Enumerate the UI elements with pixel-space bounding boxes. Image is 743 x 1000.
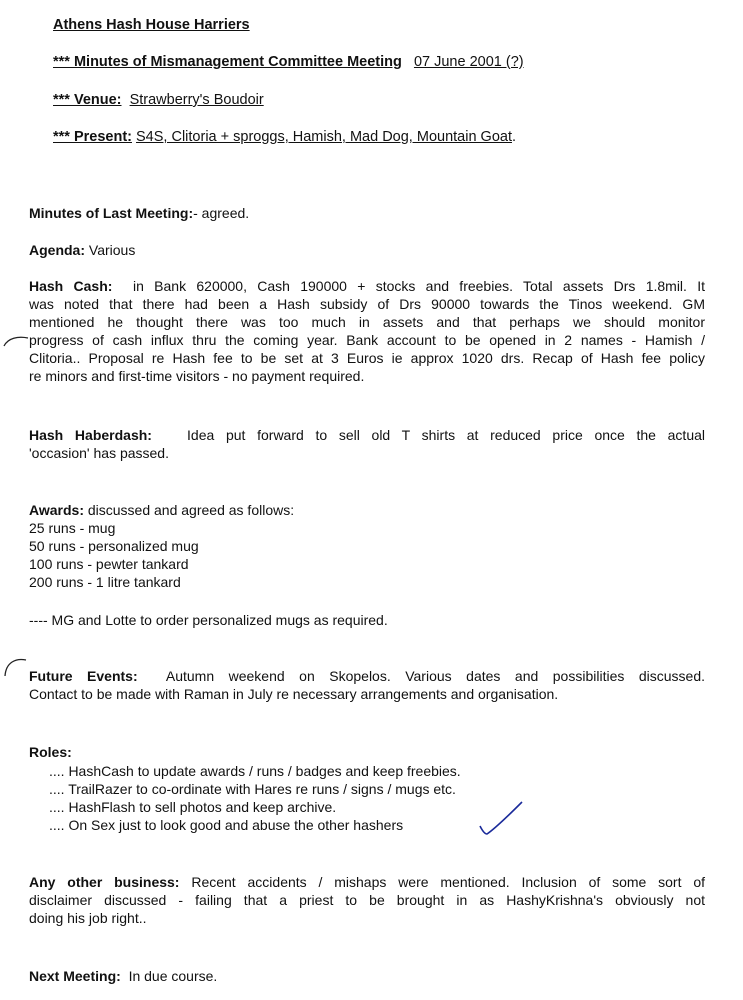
role-item: .... On Sex just to look good and abuse the other hashers — [49, 817, 404, 833]
role-item: .... HashCash to update awards / runs / badges and keep freebies. — [49, 763, 461, 779]
award-item: 100 runs - pewter tankard — [29, 556, 189, 572]
award-item: 50 runs - personalized mug — [29, 538, 199, 554]
present-value: S4S, Clitoria + sproggs, Hamish, Mad Dog, Mountain Goat — [136, 129, 512, 145]
minutes-last-meeting: Minutes of Last Meeting:- agreed. — [29, 205, 250, 221]
hash-cash-line: mentioned he thought there was too much in assets and that perhaps we should monitor — [29, 314, 705, 330]
hash-cash-line: Hash Cash: in Bank 620000, Cash 190000 + stocks and freebies. Total assets Drs 1.8mil. It — [29, 278, 705, 294]
venue-line: *** Venue: Strawberry's Boudoir — [53, 92, 264, 108]
next-meeting: Next Meeting: In due course. — [29, 968, 218, 984]
margin-bracket-mark — [0, 334, 30, 356]
check-mark — [476, 798, 526, 838]
document-title: Athens Hash House Harriers — [53, 17, 250, 33]
margin-bracket-mark — [0, 656, 30, 682]
hash-cash-line: progress of cash influx thru the coming year. Bank account to be opened in 2 names - Hamish / — [29, 332, 705, 348]
role-item: .... HashFlash to sell photos and keep archive. — [49, 799, 337, 815]
agenda: Agenda: Various — [29, 242, 136, 258]
roles-heading: Roles: — [29, 744, 72, 760]
aob-section: Any other business: Recent accidents / mishaps were mentioned. Inclusion of some sort of disclaimer discussed - failing that a priest to be brought in as HashyKrishna's obviously not doing his job right.. — [29, 874, 705, 926]
haberdash-section: Hash Haberdash: Idea put forward to sell old T shirts at reduced price once the actual 'occasion' has passed. — [29, 427, 705, 461]
hash-cash-line: re minors and first-time visitors - no payment required. — [29, 368, 365, 384]
future-events-section: Future Events: Autumn weekend on Skopelos. Various dates and possibilities discussed. Contact to be made with Raman in July re necessary arrangements and organisation. — [29, 668, 706, 702]
award-item: 200 runs - 1 litre tankard — [29, 574, 181, 590]
hash-cash-line: Clitoria.. Proposal re Hash fee to be set at 3 Euros ie approx 1020 drs. Recap of Hash fee policy — [29, 350, 705, 366]
hash-cash-line: was noted that there had been a Hash subsidy of Drs 90000 towards the Tinos weekend. GM — [29, 296, 705, 312]
awards-section: Awards: discussed and agreed as follows: 25 runs - mug 50 runs - personalized mug 100 runs - pewter tankard 200 runs - 1 litre tankard — [29, 501, 705, 591]
meeting-date: 07 June 2001 (?) — [413, 54, 524, 70]
roles-list — [49, 762, 461, 834]
role-item: .... TrailRazer to co-ordinate with Hares re runs / signs / mugs etc. — [49, 781, 456, 797]
awards-note: ---- MG and Lotte to order personalized mugs as required. — [29, 612, 388, 628]
minutes-heading: *** Minutes of Mismanagement Committee Meeting 07 June 2001 (?) — [53, 54, 524, 70]
present-line: *** Present: S4S, Clitoria + sproggs, Hamish, Mad Dog, Mountain Goat. — [53, 129, 517, 145]
hash-cash-section — [29, 277, 705, 385]
award-item: 25 runs - mug — [29, 520, 116, 536]
venue-value: Strawberry's Boudoir — [129, 92, 264, 108]
